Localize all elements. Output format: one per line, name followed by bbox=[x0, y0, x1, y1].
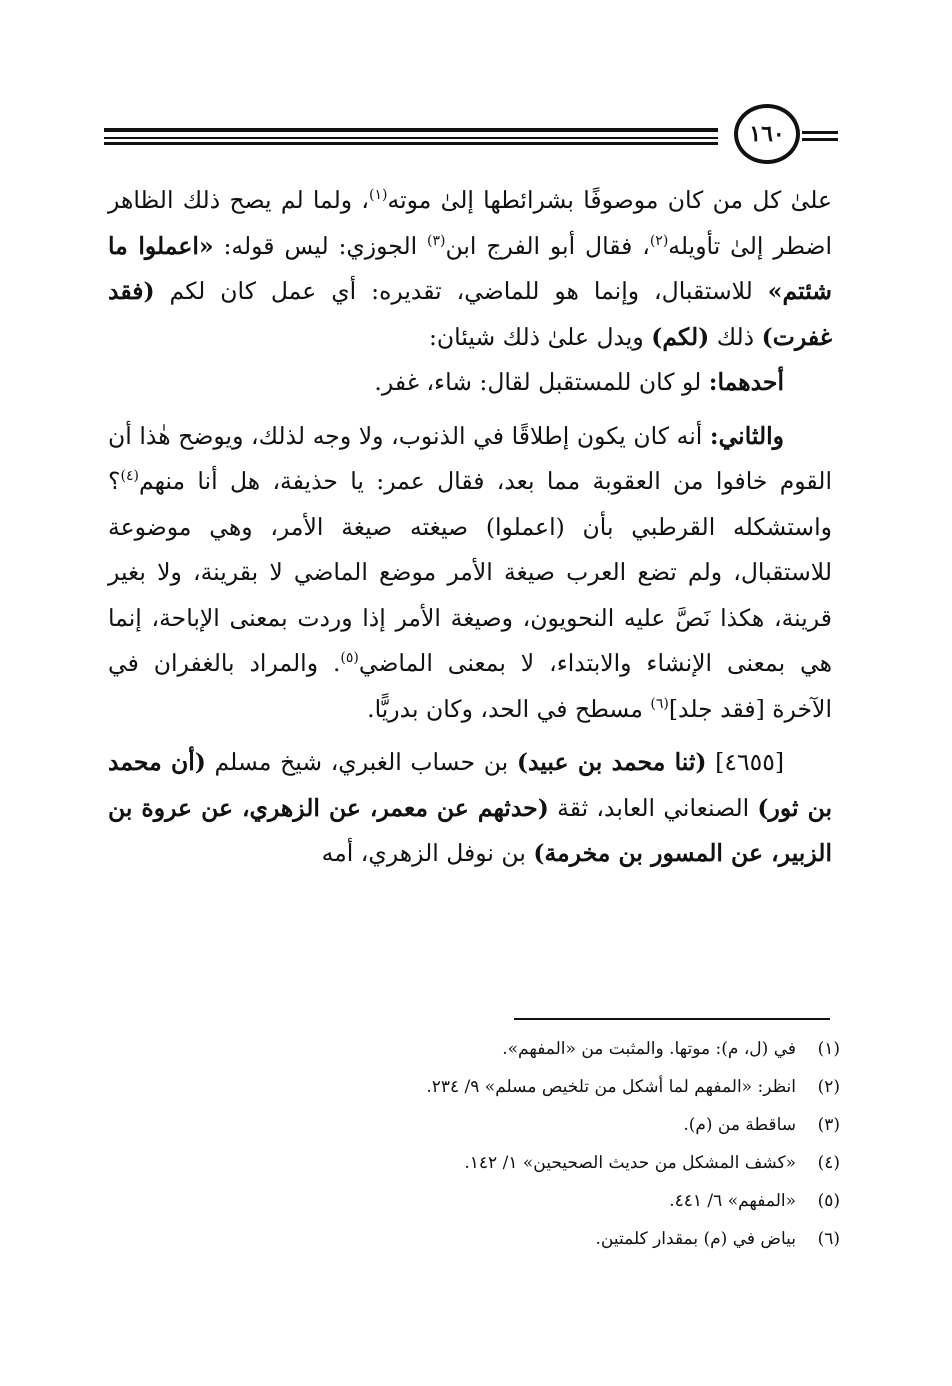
footnote-text: انظر: «المفهم لما أشكل من تلخيص مسلم» ٩/ ٢٣٤. bbox=[426, 1077, 796, 1097]
hadith-number: [٤٦٥٥] bbox=[706, 748, 784, 776]
text-run: علىٰ كل من كان موصوفًا بشرائطها إلىٰ موته bbox=[387, 186, 832, 214]
footnote-item bbox=[140, 1106, 840, 1144]
page-number: ١٦٠ bbox=[734, 104, 800, 164]
text-run: لو كان للمستقبل لقال: شاء، غفر. bbox=[374, 368, 709, 396]
paragraph bbox=[108, 414, 832, 733]
footnote-text: ساقطة من (م). bbox=[683, 1115, 796, 1135]
text-run: بن حساب الغبري، شيخ مسلم bbox=[205, 748, 517, 776]
footnotes-list bbox=[140, 1030, 840, 1258]
text-run: ، ولما لم يصح ذلك الظاهر اضطر إلىٰ تأويله bbox=[108, 186, 832, 260]
text-run: للاستقبال، وإنما هو للماضي، تقديره: أي عمل كان لكم bbox=[154, 277, 768, 305]
paragraph bbox=[108, 360, 832, 406]
text-run: . والمراد بالغفران في الآخرة [فقد جلد] bbox=[108, 649, 832, 723]
footnote-item bbox=[140, 1068, 840, 1106]
bold-lead: والثاني: bbox=[709, 421, 784, 450]
footnote-text: بياض في (م) بمقدار كلمتين. bbox=[595, 1229, 796, 1249]
footnote-separator bbox=[514, 1018, 830, 1020]
bold-quote: (ثنا محمد بن عبيد) bbox=[516, 748, 707, 776]
footnote-text: في (ل، م): موتها. والمثبت من «المفهم». bbox=[502, 1039, 796, 1059]
header-rule bbox=[104, 137, 718, 139]
footnote-text: «المفهم» ٦/ ٤٤١. bbox=[669, 1191, 796, 1211]
paragraph bbox=[108, 178, 832, 360]
text-run: أنه كان يكون إطلاقًا في الذنوب، ولا وجه لذلك، ويوضح هٰذا أن القوم خافوا من العقوبة مما بعد، فقال عمر: يا حذيفة، هل أنا منهم bbox=[108, 421, 832, 495]
bold-lead: أحدهما: bbox=[708, 368, 784, 396]
footnote-text: «كشف المشكل من حديث الصحيحين» ١/ ١٤٢. bbox=[464, 1153, 796, 1173]
footnote-item bbox=[140, 1144, 840, 1182]
page-header bbox=[104, 104, 838, 168]
text-run: ويدل علىٰ ذلك شيئان: bbox=[429, 322, 652, 351]
footnote-number: (٢) bbox=[817, 1077, 840, 1097]
text-run: الصنعاني العابد، ثقة bbox=[548, 793, 758, 822]
footnote-ref[interactable]: (٣) bbox=[427, 232, 446, 249]
text-run: ، فقال أبو الفرج ابن bbox=[445, 231, 650, 260]
paragraph bbox=[108, 740, 832, 877]
footnote-ref[interactable]: (٢) bbox=[649, 232, 669, 249]
bold-quote: (لكم) bbox=[651, 322, 710, 351]
bold-quote: (حدثهم عن معمر، عن الزهري، عن عروة بن الزبير، عن المسور بن مخرمة) bbox=[108, 793, 832, 867]
footnote-ref[interactable]: (١) bbox=[369, 187, 388, 204]
footnote-number: (٦) bbox=[817, 1229, 840, 1249]
text-run: بن نوفل الزهري، أمه bbox=[321, 839, 534, 867]
header-rule bbox=[104, 128, 718, 132]
bold-quote: (فقد غفرت) bbox=[108, 277, 832, 351]
text-run: ذلك bbox=[709, 322, 762, 351]
footnote-item bbox=[140, 1030, 840, 1068]
text-run: الجوزي: ليس قوله: bbox=[213, 231, 428, 260]
footnote-number: (٤) bbox=[817, 1153, 840, 1173]
main-text bbox=[108, 178, 832, 877]
footnote-item bbox=[140, 1182, 840, 1220]
header-rule-tail bbox=[802, 138, 838, 141]
bold-quote: (أن محمد بن ثور) bbox=[108, 748, 832, 822]
bold-quote: «اعملوا ما شئتم» bbox=[108, 231, 832, 305]
footnote-number: (٣) bbox=[817, 1115, 840, 1135]
footnote-number: (٥) bbox=[817, 1191, 840, 1211]
text-run: مسطح في الحد، وكان بدريًّا. bbox=[367, 694, 651, 723]
footnote-number: (١) bbox=[817, 1039, 840, 1059]
header-rule-tail bbox=[802, 131, 838, 134]
header-rule bbox=[104, 142, 718, 145]
footnote-ref[interactable]: (٤) bbox=[120, 468, 139, 485]
footnote-item bbox=[140, 1220, 840, 1258]
footnote-ref[interactable]: (٥) bbox=[340, 650, 359, 667]
footnote-ref[interactable]: (٦) bbox=[650, 695, 669, 712]
text-run: ؟ واستشكله القرطبي بأن (اعملوا) صيغته صيغة الأمر، وهي موضوعة للاستقبال، ولم تضع العرب صيغة الأمر موضع الماضي لا بقرينة، ولا بغير قرينة، هكذا نَصَّ عليه النحويون، وصيغة الأمر إذا وردت بمعنى الإباحة، إنما هي بمعنى الإنشاء والابتداء، لا بمعنى الماضي bbox=[108, 467, 832, 677]
